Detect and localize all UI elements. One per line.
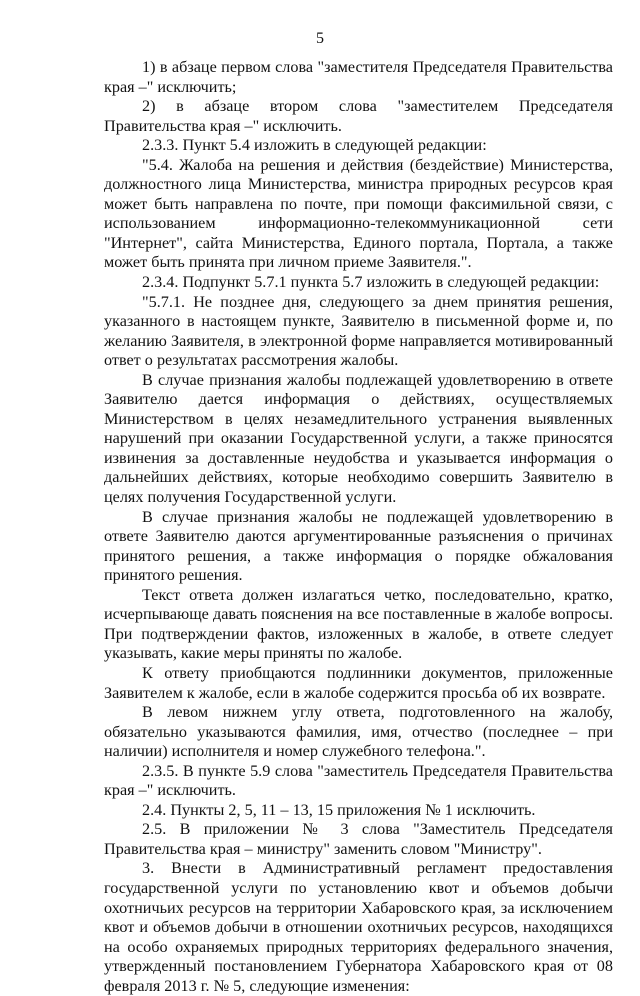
paragraph-2-3-5: 2.3.5. В пункте 5.9 слова "заместитель Председателя Правительства края –" исключить.	[104, 761, 613, 800]
paragraph-complaint-satisfied: В случае признания жалобы подлежащей удовлетворению в ответе Заявителю дается информация о действиях, осуществляемых Министерством в целях незамедлительного устранения выявленных нарушений при оказании Государственной услуги, а также приносятся извинения за доставленные неудобства и указывается информация о дальнейших действиях, которые необходимо совершить Заявителю в целях получения Государственной услуги.	[104, 370, 613, 507]
paragraph-5-4-text: "5.4. Жалоба на решения и действия (бездействие) Министерства, должностного лица Министерства, министра природных ресурсов края может быть направлена по почте, при помощи факсимильной связи, с использованием информационно-телекоммуникационной сети "Интернет", сайта Министерства, Единого портала, Портала, а также может быть принята при личном приеме Заявителя.".	[104, 155, 613, 272]
paragraph-2-3-3: 2.3.3. Пункт 5.4 изложить в следующей редакции:	[142, 136, 487, 155]
paragraph-5-7-1-text: "5.7.1. Не позднее дня, следующего за днем принятия решения, указанного в настоящем пункте, Заявителю в письменной форме и, по желанию Заявителя, в электронной форме направляется мотивированный ответ о результатах рассмотрения жалобы.	[104, 292, 613, 370]
paragraph-amendment-2: 2) в абзаце втором слова "заместителем Председателя Правительства края –" исключить.	[104, 97, 613, 135]
paragraph-3: 3. Внести в Административный регламент предоставления государственной услуги по установлению квот и объемов добычи охотничьих ресурсов на территории Хабаровского края, за исключением квот и объемов добычи в отношении охотничьих ресурсов, находящихся на особо охраняемых природных территориях федерального значения, утвержденный постановлением Губернатора Хабаровского края от 08 февраля 2013 г. № 5, следующие изменения:	[104, 859, 613, 995]
document-body	[104, 58, 613, 996]
paragraph-complaint-rejected: В случае признания жалобы не подлежащей удовлетворению в ответе Заявителю даются аргументированные разъяснения о причинах принятого решения, а также информация о порядке обжалования принятого решения.	[104, 507, 613, 585]
page-number: 5	[316, 30, 324, 47]
paragraph-executor-info: В левом нижнем углу ответа, подготовленного на жалобу, обязательно указываются фамилия, имя, отчество (последнее – при наличии) исполнителя и номер служебного телефона.".	[104, 703, 613, 761]
paragraph-2-4: 2.4. Пункты 2, 5, 11 – 13, 15 приложения № 1 исключить.	[142, 800, 536, 819]
paragraph-amendment-1: 1) в абзаце первом слова "заместителя Председателя Правительства края –" исключить;	[104, 58, 613, 96]
paragraph-2-5: 2.5. В приложении № 3 слова "Заместитель Председателя Правительства края – министру" заменить словом "Министру".	[104, 820, 613, 858]
paragraph-2-3-4: 2.3.4. Подпункт 5.7.1 пункта 5.7 изложить в следующей редакции:	[142, 273, 600, 292]
paragraph-attachments: К ответу приобщаются подлинники документов, приложенные Заявителем к жалобе, если в жалобе содержится просьба об их возврате.	[104, 663, 613, 702]
paragraph-response-text: Текст ответа должен излагаться четко, последовательно, кратко, исчерпывающе давать пояснения на все поставленные в жалобе вопросы. При подтверждении фактов, изложенных в жалобе, в ответе следует указывать, какие меры приняты по жалобе.	[104, 585, 613, 663]
